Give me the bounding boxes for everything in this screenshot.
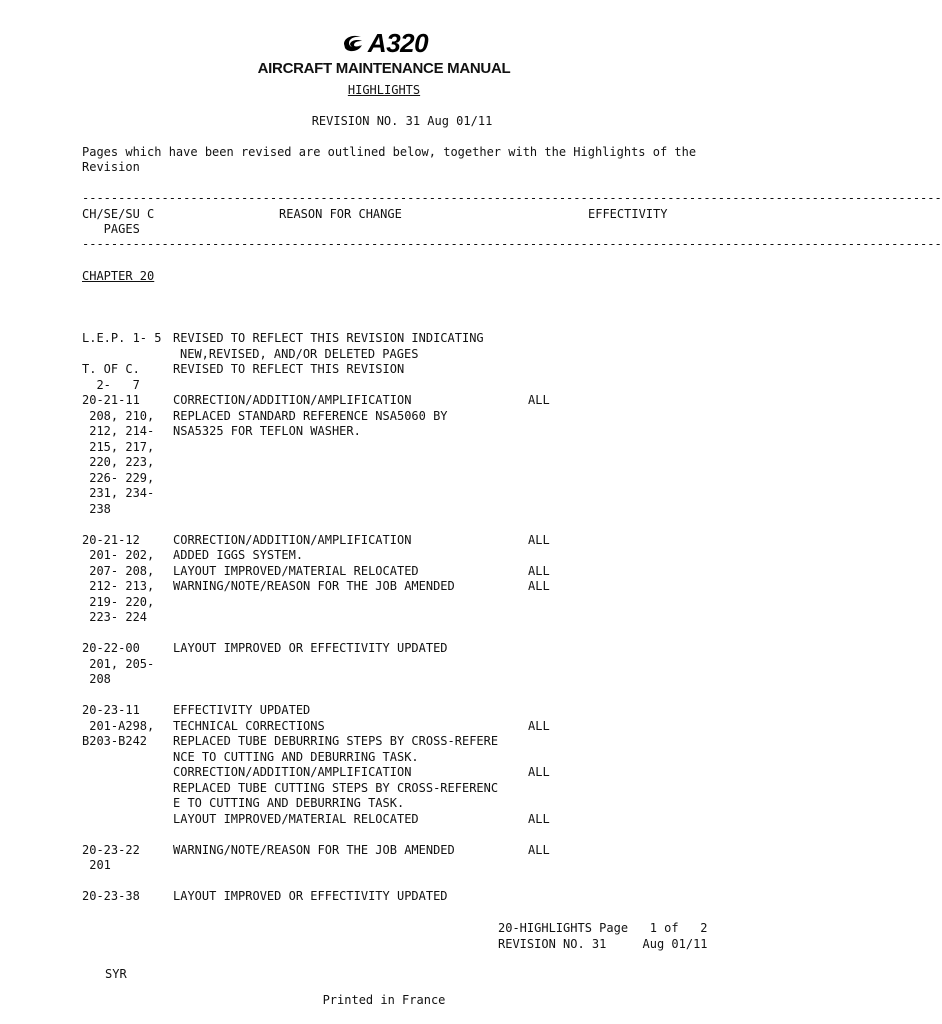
row-reason: REPLACED TUBE DEBURRING STEPS BY CROSS-REFERE xyxy=(173,734,499,748)
header-divider: ----------------------------------------------------------------------------------------------------------------------- xyxy=(82,237,942,251)
row-ref: 219- 220, xyxy=(82,594,155,609)
row-effectivity: ALL xyxy=(528,532,550,547)
revision-line: REVISION NO. 31 Aug 01/11 xyxy=(311,114,493,128)
table-row xyxy=(82,455,732,471)
table-row xyxy=(82,781,732,797)
table-row xyxy=(82,548,732,564)
footer-code: SYR xyxy=(105,967,127,981)
row-ref: 20-23-38 xyxy=(82,889,140,903)
table-row xyxy=(82,502,732,518)
printed-in-france: Printed in France xyxy=(322,993,446,1007)
row-ref: 20-23-11 xyxy=(82,703,140,717)
column-header-pages: PAGES xyxy=(82,222,140,236)
row-ref: 231, 234- xyxy=(82,486,155,500)
row-reason: CORRECTION/ADDITION/AMPLIFICATION xyxy=(173,393,412,407)
row-reason: EFFECTIVITY UPDATED xyxy=(173,703,311,717)
row-ref: 201-A298, xyxy=(82,718,155,733)
row-ref: 215, 217, xyxy=(82,439,155,454)
row-reason: LAYOUT IMPROVED OR EFFECTIVITY UPDATED xyxy=(173,641,448,655)
row-ref: 226- 229, xyxy=(82,470,155,485)
row-ref: 20-23-22 xyxy=(82,842,140,857)
row-reason: NSA5325 FOR TEFLON WASHER. xyxy=(173,424,361,438)
column-header-ch-se-su: CH/SE/SU C xyxy=(82,207,155,221)
table-row xyxy=(82,812,732,828)
footer-revision-line: REVISION NO. 31 Aug 01/11 xyxy=(498,937,708,951)
row-effectivity: ALL xyxy=(528,811,550,826)
row-reason: LAYOUT IMPROVED/MATERIAL RELOCATED xyxy=(173,563,419,578)
row-reason: ADDED IGGS SYSTEM. xyxy=(173,548,304,562)
row-ref: B203-B242 xyxy=(82,734,148,748)
table-row xyxy=(82,843,732,859)
table-row xyxy=(82,796,732,812)
highlights-heading: HIGHLIGHTS xyxy=(347,83,421,97)
table-row xyxy=(82,409,732,425)
table-row xyxy=(82,703,732,719)
airbus-swirl-icon xyxy=(340,33,366,55)
table-row xyxy=(82,424,732,440)
table-row xyxy=(82,393,732,409)
row-reason: WARNING/NOTE/REASON FOR THE JOB AMENDED xyxy=(173,842,455,857)
row-reason: NEW,REVISED, AND/OR DELETED PAGES xyxy=(180,346,419,361)
table-row xyxy=(82,486,732,502)
manual-title: AIRCRAFT MAINTENANCE MANUAL xyxy=(257,60,511,77)
row-effectivity: ALL xyxy=(528,393,550,407)
row-reason: E TO CUTTING AND DEBURRING TASK. xyxy=(173,796,405,810)
table-row xyxy=(82,827,732,843)
column-header-effectivity: EFFECTIVITY xyxy=(588,207,668,221)
row-ref: 208 xyxy=(82,672,111,686)
row-reason: REPLACED STANDARD REFERENCE NSA5060 BY xyxy=(173,408,448,423)
row-reason: CORRECTION/ADDITION/AMPLIFICATION xyxy=(173,765,412,779)
column-header-reason: REASON FOR CHANGE xyxy=(279,207,402,221)
table-row xyxy=(82,595,732,611)
table-row xyxy=(82,533,732,549)
table-row xyxy=(82,641,732,657)
top-divider: ----------------------------------------------------------------------------------------------------------------------- xyxy=(82,191,942,205)
row-reason: REVISED TO REFLECT THIS REVISION INDICATING xyxy=(173,331,484,345)
chapter-heading: CHAPTER 20 xyxy=(82,269,155,283)
table-row xyxy=(82,765,732,781)
intro-text-line-2: Revision xyxy=(82,160,140,174)
row-reason: REPLACED TUBE CUTTING STEPS BY CROSS-REFERENC xyxy=(173,780,499,795)
row-reason: WARNING/NOTE/REASON FOR THE JOB AMENDED xyxy=(173,579,455,593)
row-ref: 20-21-11 xyxy=(82,393,140,407)
row-reason: LAYOUT IMPROVED/MATERIAL RELOCATED xyxy=(173,811,419,826)
table-row xyxy=(82,750,732,766)
table-row xyxy=(82,874,732,890)
row-effectivity: ALL xyxy=(528,842,550,857)
logo-text: A320 xyxy=(367,28,429,58)
row-ref: 20-21-12 xyxy=(82,532,140,547)
row-ref: 212, 214- xyxy=(82,424,155,438)
table-row xyxy=(82,564,732,580)
table-row xyxy=(82,858,732,874)
table-row xyxy=(82,657,732,673)
row-ref: 223- 224 xyxy=(82,610,148,624)
row-ref: 212- 213, xyxy=(82,579,155,593)
table-row xyxy=(82,610,732,626)
row-effectivity: ALL xyxy=(528,765,550,779)
table-row xyxy=(82,579,732,595)
row-effectivity: ALL xyxy=(528,579,550,593)
row-reason: REVISED TO REFLECT THIS REVISION xyxy=(173,362,405,376)
row-reason: LAYOUT IMPROVED OR EFFECTIVITY UPDATED xyxy=(173,889,448,903)
table-row xyxy=(82,517,732,533)
row-ref: 238 xyxy=(82,501,111,516)
intro-text-line-1: Pages which have been revised are outlined below, together with the Highlights of the xyxy=(82,145,697,159)
table-row xyxy=(82,889,732,905)
table-row xyxy=(82,688,732,704)
row-ref: T. OF C. xyxy=(82,362,140,376)
row-ref: 208, 210, xyxy=(82,408,155,423)
row-reason: NCE TO CUTTING AND DEBURRING TASK. xyxy=(173,749,419,764)
table-row xyxy=(82,734,732,750)
table-row xyxy=(82,672,732,688)
row-reason: CORRECTION/ADDITION/AMPLIFICATION xyxy=(173,532,412,547)
row-effectivity: ALL xyxy=(528,563,550,578)
row-ref: 201, 205- xyxy=(82,656,155,671)
table-row xyxy=(82,471,732,487)
row-effectivity: ALL xyxy=(528,718,550,733)
table-row xyxy=(82,347,732,363)
table-row xyxy=(82,719,732,735)
row-ref: 207- 208, xyxy=(82,563,155,578)
row-ref: 2- 7 xyxy=(82,377,140,392)
a320-logo xyxy=(0,28,768,60)
row-ref: L.E.P. 1- 5 xyxy=(82,331,162,345)
row-ref: 20-22-00 xyxy=(82,641,140,655)
row-ref: 201 xyxy=(82,858,111,872)
table-row xyxy=(82,440,732,456)
row-ref: 220, 223, xyxy=(82,455,155,469)
page-number-line: 20-HIGHLIGHTS Page 1 of 2 xyxy=(498,921,708,935)
table-row xyxy=(82,378,732,394)
table-row xyxy=(82,626,732,642)
row-ref: 201- 202, xyxy=(82,548,155,562)
row-reason: TECHNICAL CORRECTIONS xyxy=(173,718,325,733)
table-row xyxy=(82,362,732,378)
table-row xyxy=(82,331,732,347)
